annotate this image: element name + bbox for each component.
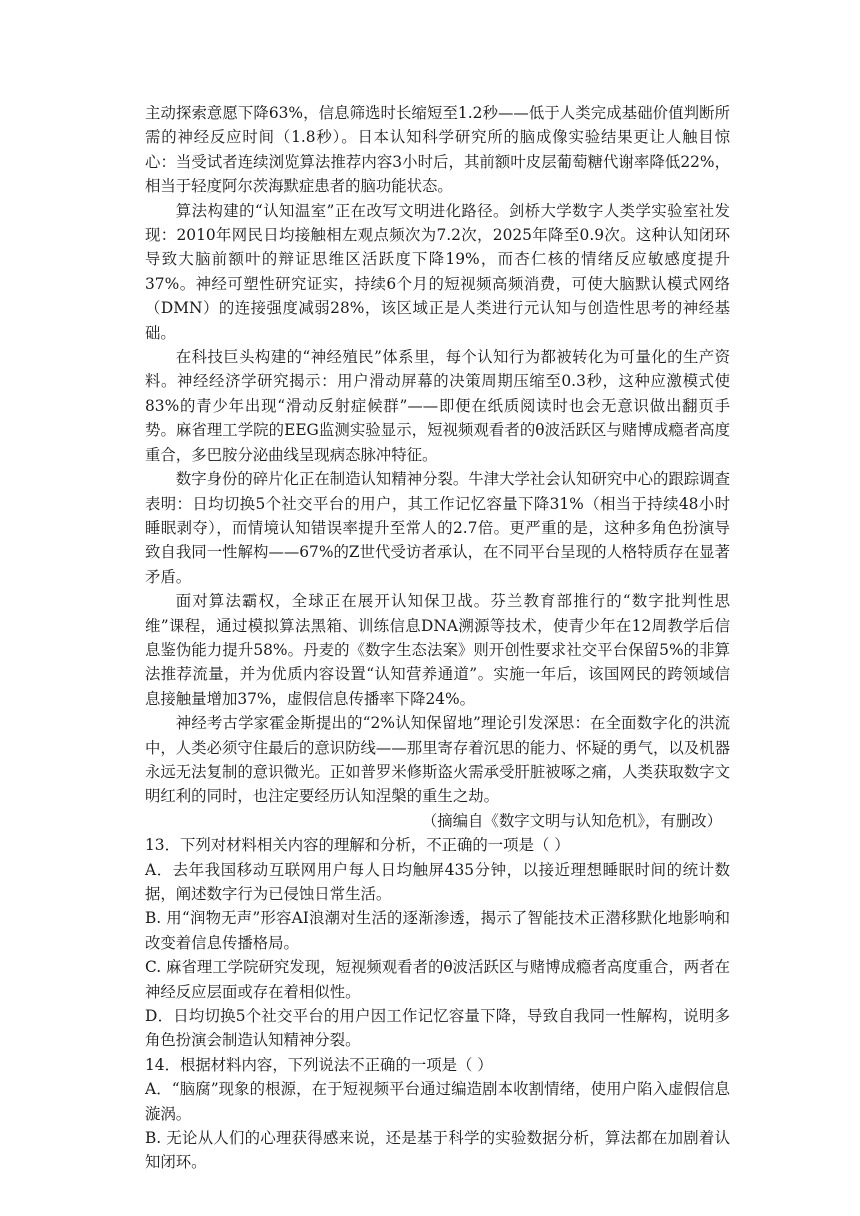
question-14-stem: 14．根据材料内容，下列说法不正确的一项是（ ） <box>145 1055 493 1074</box>
passage-paragraph-6: 神经考古学家霍金斯提出的“2%认知保留地”理论引发深思：在全面数字化的洪流中，人类必须守住最后的意识防线——那里寄存着沉思的能力、怀疑的勇气，以及机器永远无法复制的意识微光。正如普罗米修斯盗火需承受肝脏被啄之痛，人类获取数字文明红利的同时，也注定要经历认知涅槃的重生之劫。 <box>145 714 730 806</box>
passage-paragraph-2: 算法构建的“认知温室”正在改写文明进化路径。剑桥大学数字人类学实验室社发现：2010年网民日均接触相左观点频次为7.2次，2025年降至0.9次。这种认知闭环导致大脑前额叶的辩证思维区活跃度下降19%，而杏仁核的情绪反应敏感度提升37%。神经可塑性研究证实，持续6个月的短视频高频消费，可使大脑默认模式网络（DMN）的连接强度减弱28%，该区域正是人类进行元认知与创造性思考的神经基础。 <box>145 201 730 342</box>
question-13 <box>145 833 730 1053</box>
question-14 <box>145 1053 730 1175</box>
passage-source-citation: （摘编自《数字文明与认知危机》，有删改） <box>421 811 722 830</box>
passage-paragraph-3: 在科技巨头构建的“神经殖民”体系里，每个认知行为都被转化为可量化的生产资料。神经经济学研究揭示：用户滑动屏幕的决策周期压缩至0.3秒，这种应激模式使83%的青少年出现“滑动反射症候群”——即便在纸质阅读时也会无意识做出翻页手势。麻省理工学院的EEG监测实验显示，短视频观看者的θ波活跃区与赌博成瘾者高度重合，多巴胺分泌曲线呈现病态脉冲特征。 <box>145 348 730 464</box>
question-13-stem: 13．下列对材料相关内容的理解和分析，不正确的一项是（ ） <box>145 836 570 855</box>
question-14-option-a: A．“脑腐”现象的根源，在于短视频平台通过编造剧本收割情绪，使用户陷入虚假信息漩涡。 <box>145 1080 730 1123</box>
document-body <box>145 101 730 1175</box>
question-13-option-a: A．去年我国移动互联网用户每人日均触屏435分钟，以接近理想睡眠时间的统计数据，阐述数字行为已侵蚀日常生活。 <box>145 860 730 903</box>
passage-paragraph-5: 面对算法霸权，全球正在展开认知保卫战。芬兰教育部推行的“数字批判性思维”课程，通过模拟算法黑箱、训练信息DNA溯源等技术，使青少年在12周教学后信息鉴伪能力提升58%。丹麦的《数字生态法案》则开创性要求社交平台保留5%的非算法推荐流量，并为优质内容设置“认知营养通道”。实施一年后，该国网民的跨领域信息接触量增加37%，虚假信息传播率下降24%。 <box>145 592 730 708</box>
passage-paragraph-1: 主动探索意愿下降63%，信息筛选时长缩短至1.2秒——低于人类完成基础价值判断所需的神经反应时间（1.8秒）。日本认知科学研究所的脑成像实验结果更让人触目惊心：当受试者连续浏览算法推荐内容3小时后，其前额叶皮层葡萄糖代谢率降低22%，相当于轻度阿尔茨海默症患者的脑功能状态。 <box>145 104 730 196</box>
question-13-option-c: C. 麻省理工学院研究发现，短视频观看者的θ波活跃区与赌博成瘾者高度重合，两者在神经反应层面或存在着相似性。 <box>145 958 730 1001</box>
passage-paragraph-4: 数字身份的碎片化正在制造认知精神分裂。牛津大学社会认知研究中心的跟踪调查表明：日均切换5个社交平台的用户，其工作记忆容量下降31%（相当于持续48小时睡眠剥夺），而情境认知错误率提升至常人的2.7倍。更严重的是，这种多角色扮演导致自我同一性解构——67%的Z世代受访者承认，在不同平台呈现的人格特质存在显著矛盾。 <box>145 470 730 586</box>
question-13-option-d: D．日均切换5个社交平台的用户因工作记忆容量下降，导致自我同一性解构，说明多角色扮演会制造认知精神分裂。 <box>145 1007 730 1050</box>
question-14-option-b: B. 无论从人们的心理获得感来说，还是基于科学的实验数据分析，算法都在加剧着认知闭环。 <box>145 1129 730 1172</box>
reading-passage <box>145 101 730 833</box>
question-13-option-b: B. 用“润物无声”形容AI浪潮对生活的逐渐渗透，揭示了智能技术正潜移默化地影响和改变着信息传播格局。 <box>145 909 730 952</box>
